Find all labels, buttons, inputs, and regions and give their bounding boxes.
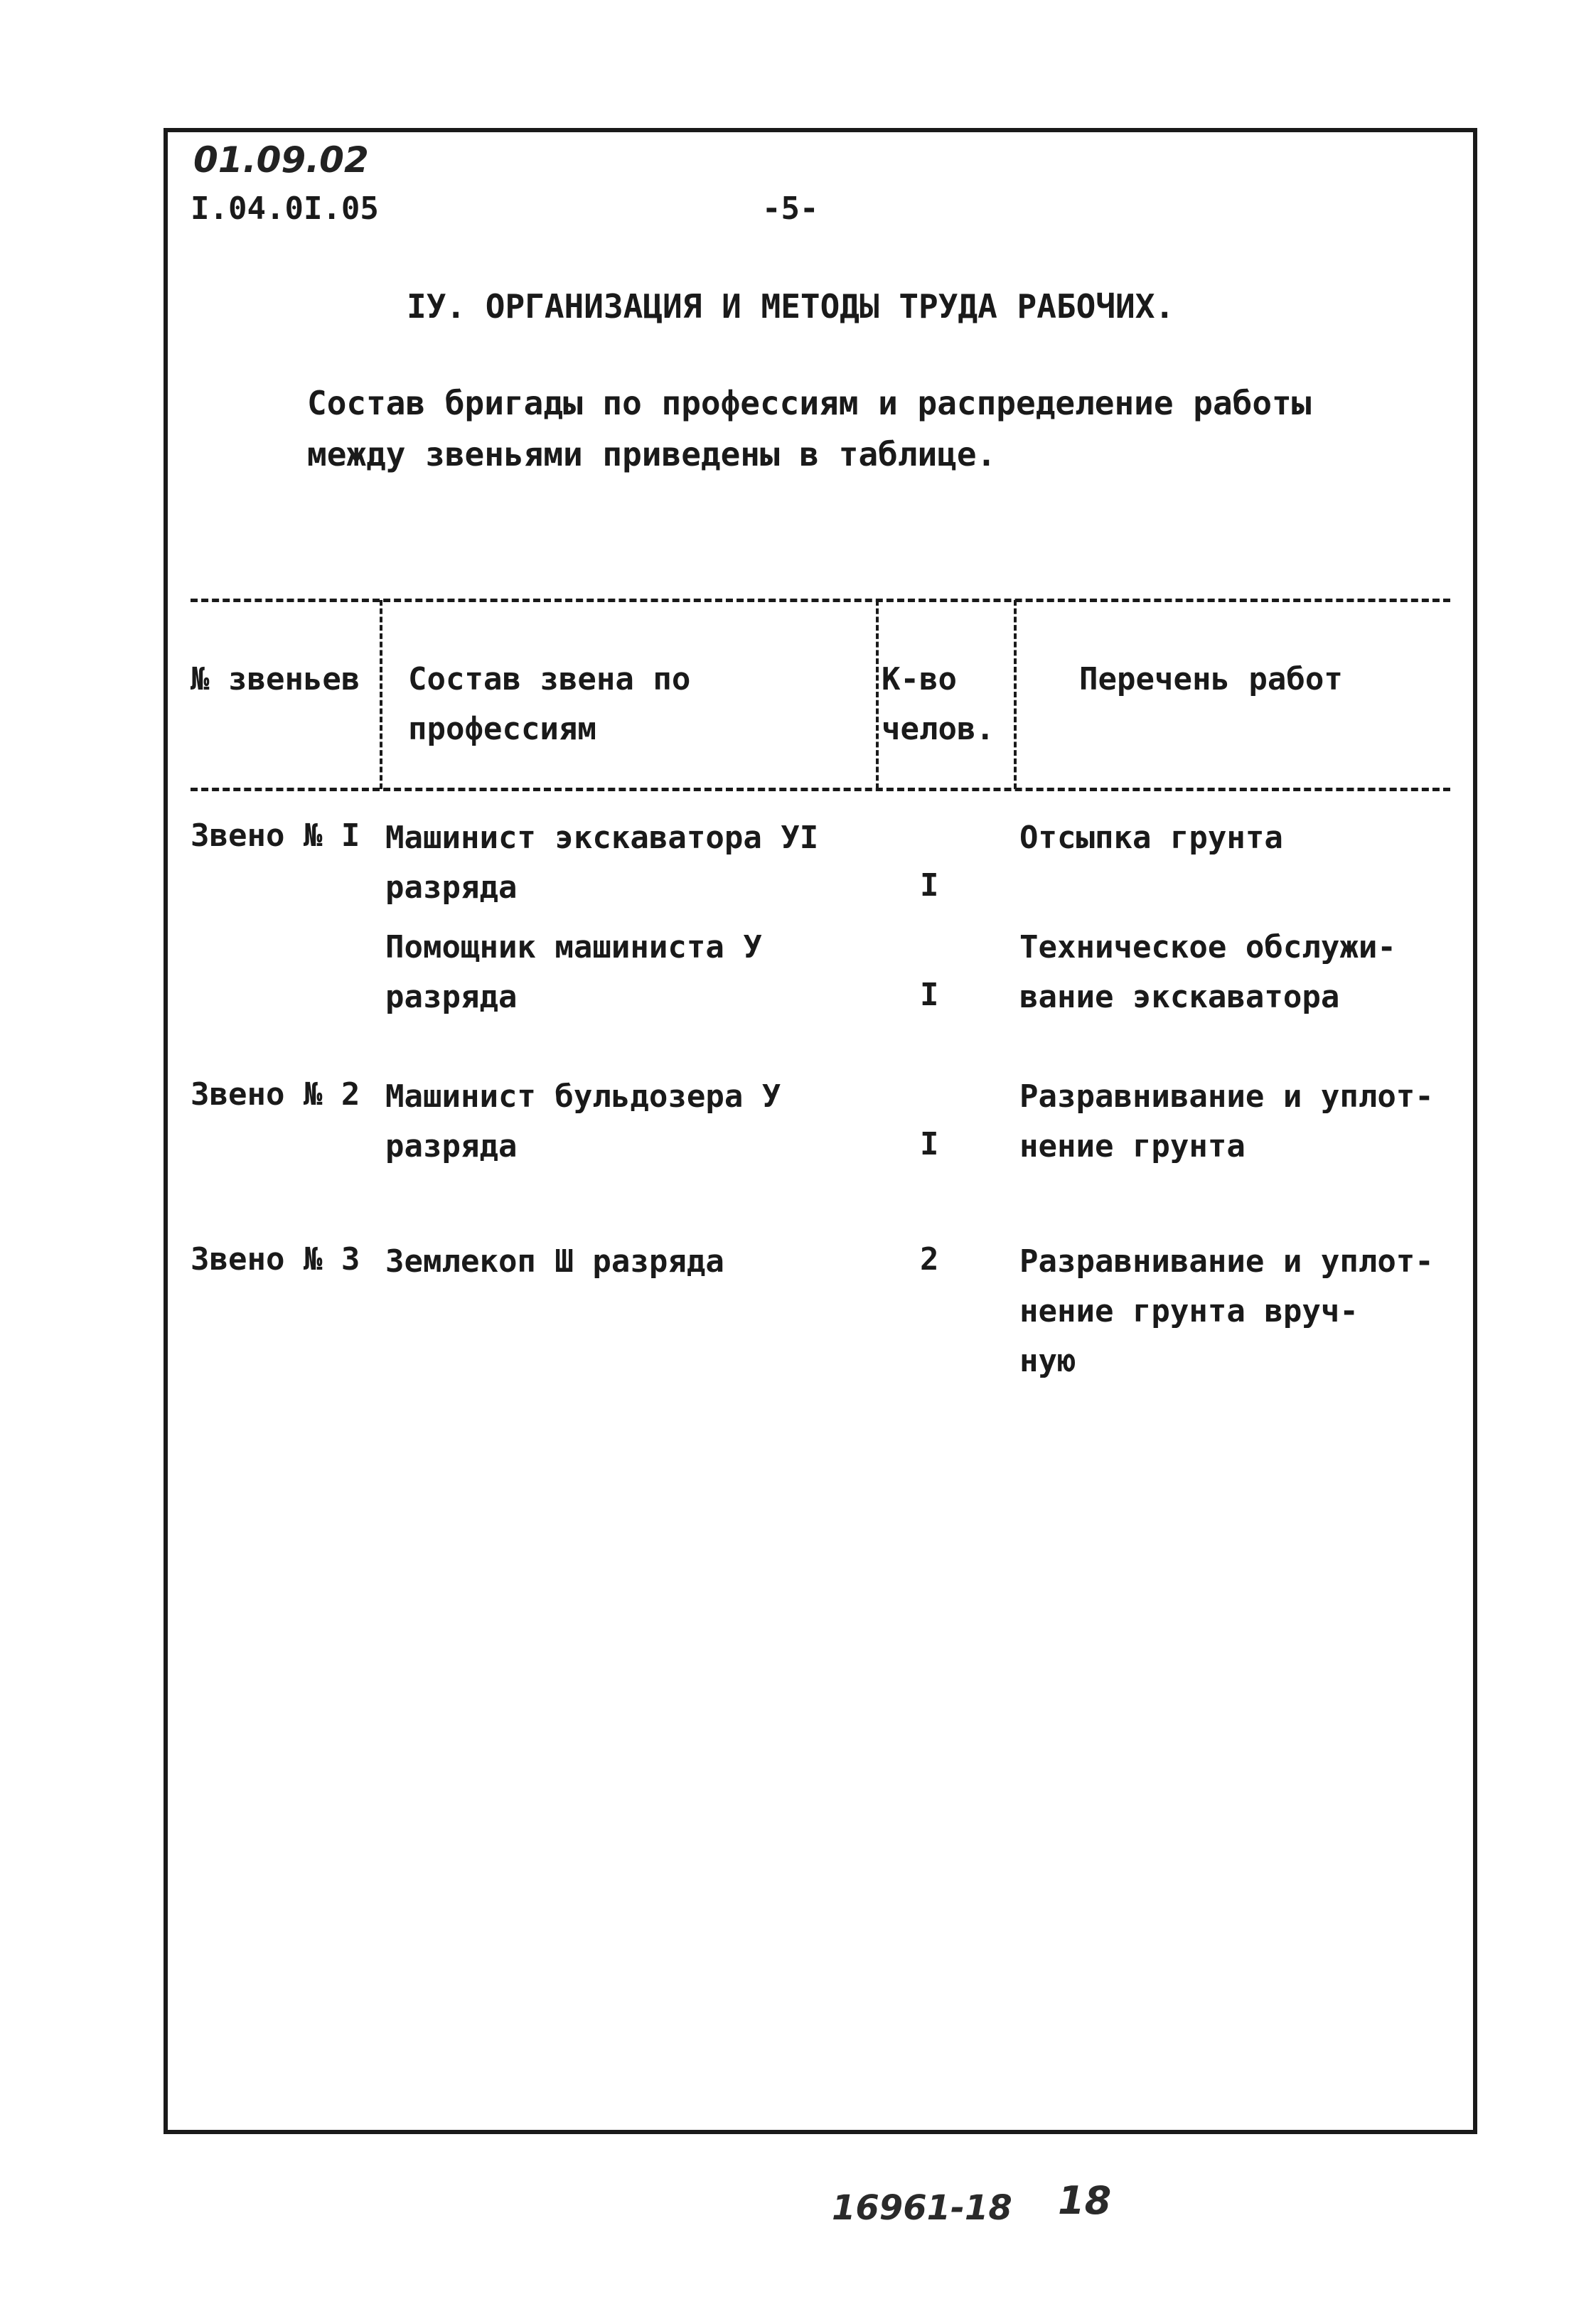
column-divider-1 [380,600,382,789]
header-composition-line-1: Состав звена по [408,661,691,697]
intro-line-1: Состав бригады по профессиям и распределение работы [307,384,1312,422]
column-divider-2 [876,600,879,789]
intro-line-2: между звеньями приведены в таблице. [307,435,997,473]
row-2-count: I [920,977,939,1013]
row-4-count: 2 [920,1241,939,1277]
header-composition-line-2: профессиям [408,711,596,747]
handwritten-footer-page: 18 [1058,2178,1112,2223]
document-code: I.04.0I.05 [191,191,379,227]
row-3-work: Разравнивание и уплот- нение грунта [1019,1078,1434,1164]
row-4-work: Разравнивание и уплот- нение грунта вруч- ную [1019,1243,1434,1379]
header-count-line-2: челов. [882,711,995,747]
row-1-count: I [920,867,939,904]
section-title: IУ. ОРГАНИЗАЦИЯ И МЕТОДЫ ТРУДА РАБОЧИХ. [407,287,1175,326]
row-4-profession: Землекоп Ш разряда [385,1243,724,1280]
row-3-link: Звено № 2 [191,1076,360,1113]
row-4-link: Звено № 3 [191,1241,360,1277]
row-2-work: Техническое обслужи- вание экскаватора [1019,929,1396,1015]
column-divider-3 [1014,600,1017,789]
header-work-list: Перечень работ [1079,661,1343,697]
header-link-number: № звеньев [191,661,360,697]
row-1-profession: Машинист экскаватора УI разряда [385,820,819,906]
row-1-link: Звено № I [191,818,360,854]
handwritten-footer-number: 16961-18 [832,2188,1012,2228]
row-3-count: I [920,1126,939,1162]
page-number: -5- [762,191,819,227]
row-3-profession: Машинист бульдозера У разряда [385,1078,781,1164]
row-1-work: Отсыпка грунта [1019,820,1283,856]
handwritten-code: 01.09.02 [193,139,369,181]
header-count-line-1: К-во [882,661,957,697]
row-2-profession: Помощник машиниста У разряда [385,929,762,1015]
